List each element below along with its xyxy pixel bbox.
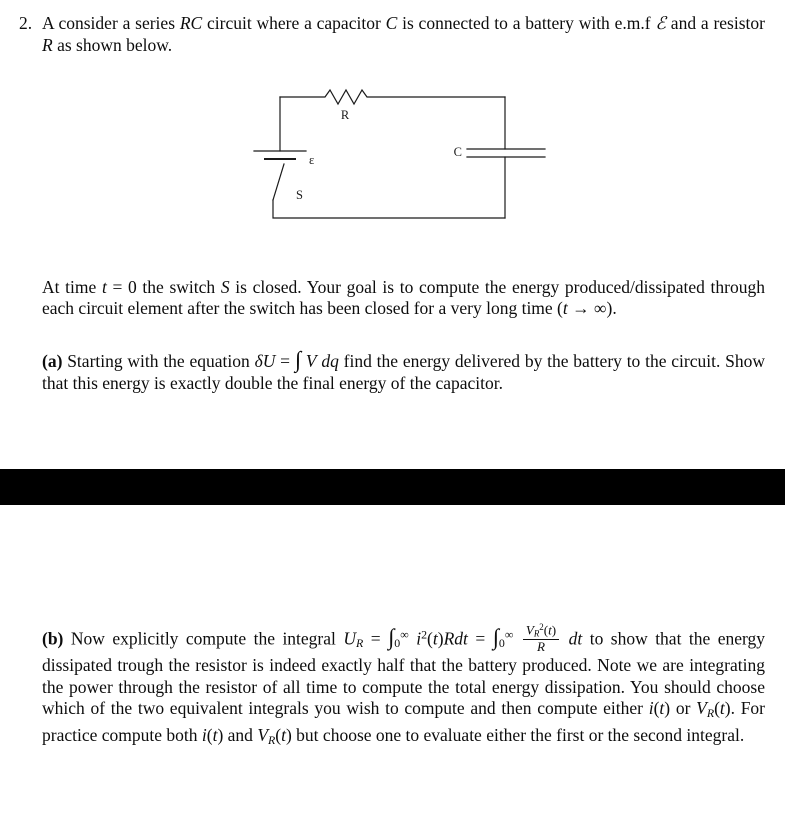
problem-2 bbox=[19, 13, 765, 57]
resistor-label: R bbox=[340, 107, 350, 122]
part-b-text: (b) Now explicitly compute the integral UR = ∫0∞ $i^2(t)Rdt = \int 0^\infty$ $\frac{VR^2(t)}{R}$ dt to show that the energy dissipated trough the resistor is indeed exactly half that the battery produced. Note we are integrating the power through the resistor of all time to compute the total energy dissipation. You should choose which of the two equivalent integrals you wish to compute and then compute either i(t) or VR(t). For practice compute both i(t) and VR(t) but choose one to evaluate either the first or the second integral. bbox=[42, 621, 766, 748]
problem-intro-text: A consider a series RC circuit where a capacitor C is connected to a battery with e.m.f ℰ and a resistor R as shown below. bbox=[42, 13, 765, 55]
circuit-diagram bbox=[248, 88, 765, 230]
switch-symbol bbox=[273, 164, 284, 200]
part-a-text: (a) Starting with the equation δU = ∫ V dq find the energy delivered by the battery to the circuit. Show that this energy is exactly double the final energy of the capacitor. bbox=[42, 347, 766, 393]
paragraph-switch-goal: At time t = 0 the switch S is closed. Your goal is to compute the energy produced/dissipated through each circuit element after the switch has been closed for a very long time (t → ∞). bbox=[42, 276, 765, 319]
lower-content bbox=[0, 623, 785, 752]
switch-label: S bbox=[296, 187, 303, 202]
circuit-svg bbox=[248, 88, 558, 230]
wire-bottom bbox=[273, 200, 505, 218]
capacitor-symbol bbox=[467, 149, 545, 157]
document-page bbox=[0, 13, 785, 752]
resistor-symbol bbox=[280, 90, 505, 104]
upper-content bbox=[0, 13, 785, 395]
problem-number: 2. bbox=[19, 13, 33, 33]
capacitor-label: C bbox=[453, 144, 462, 159]
redacted-black-bar bbox=[0, 469, 785, 505]
emf-label: ε bbox=[309, 152, 315, 167]
